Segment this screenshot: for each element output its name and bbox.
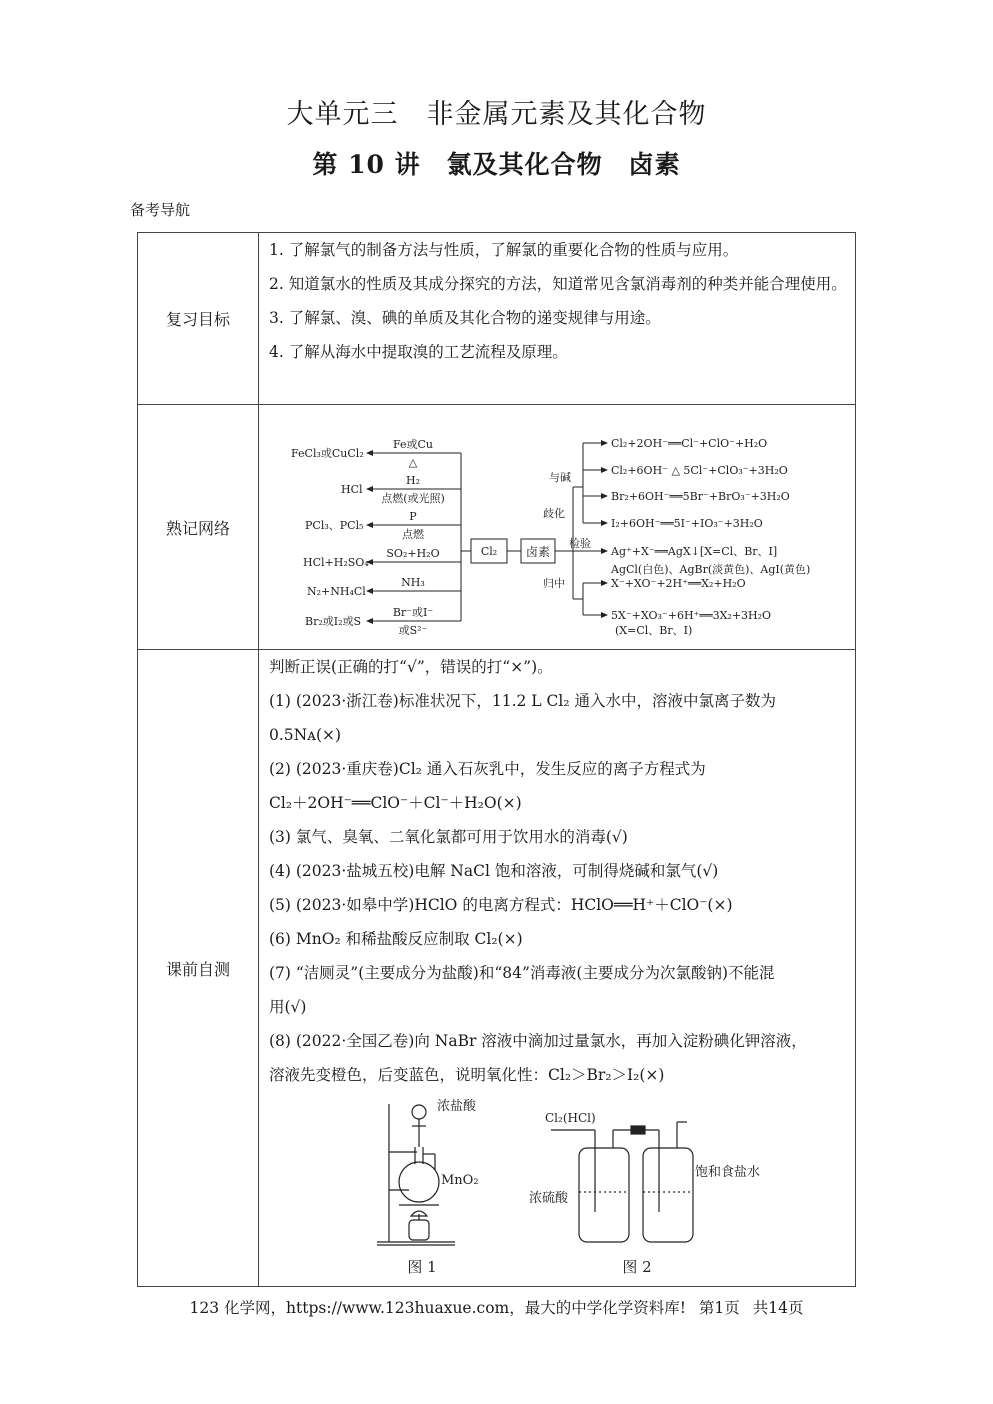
- network-condition: 点燃(或光照): [381, 492, 445, 505]
- network-label: 熟记网络: [138, 405, 259, 650]
- fig1-solid-label: MnO₂: [441, 1173, 479, 1188]
- goal-item: 1. 了解氯气的制备方法与性质，了解氯的重要化合物的性质与应用。: [269, 241, 739, 259]
- network-condition: △: [408, 456, 418, 469]
- quiz-line: (6) MnO₂ 和稀盐酸反应制取 Cl₂(×): [269, 930, 523, 948]
- network-reagent: Fe或Cu: [392, 438, 434, 451]
- network-equation: (X=Cl、Br、I): [615, 624, 693, 637]
- network-equation: Ag⁺+X⁻══AgX↓[X=Cl、Br、I]: [611, 545, 778, 558]
- quiz-cell: [259, 650, 856, 1287]
- fig2-right-label: 饱和食盐水: [695, 1165, 761, 1180]
- quiz-line: 用(√): [269, 998, 307, 1016]
- chlorine-node: Cl₂: [480, 545, 498, 558]
- branch-label: 歧化: [543, 507, 565, 520]
- fig1-caption: 图 1: [407, 1258, 437, 1276]
- quiz-line: (7) “洁厕灵”(主要成分为盐酸)和“84”消毒液(主要成分为次氯酸钠)不能混: [269, 964, 775, 982]
- fig2-caption: 图 2: [622, 1258, 652, 1276]
- network-reagent: SO₂+H₂O: [386, 547, 440, 560]
- network-product: Br₂或I₂或S: [305, 615, 362, 628]
- quiz-line: 0.5Nᴀ(×): [269, 726, 342, 744]
- fig2-left-label: 浓硫酸: [529, 1191, 569, 1206]
- network-product: FeCl₃或CuCl₂: [291, 447, 364, 460]
- network-reagent: H₂: [405, 474, 421, 487]
- network-equation: Cl₂+6OH⁻ △ 5Cl⁻+ClO₃⁻+3H₂O: [611, 464, 788, 477]
- quiz-line: (1) (2023·浙江卷)标准状况下，11.2 L Cl₂ 通入水中，溶液中氯离子数为: [269, 692, 776, 710]
- footer-total: 共14页: [752, 1299, 804, 1317]
- network-condition: 点燃: [402, 528, 424, 541]
- network-equation: Br₂+6OH⁻══5Br⁻+BrO₃⁻+3H₂O: [611, 490, 790, 503]
- network-equation: I₂+6OH⁻══5I⁻+IO₃⁻+3H₂O: [611, 517, 763, 530]
- quiz-line: 溶液先变橙色，后变蓝色，说明氧化性：Cl₂＞Br₂＞I₂(×): [269, 1066, 665, 1084]
- apparatus-figures: [259, 1092, 856, 1282]
- branch-label: 归中: [543, 577, 565, 590]
- quiz-line: (3) 氯气、臭氧、二氧化氯都可用于饮用水的消毒(√): [269, 828, 628, 846]
- goal-item: 3. 了解氯、溴、碘的单质及其化合物的递变规律与用途。: [269, 309, 661, 327]
- study-table: [137, 232, 856, 1287]
- network-condition: 或S²⁻: [398, 624, 428, 637]
- network-product: PCl₃、PCl₅: [305, 519, 364, 532]
- page-footer: [0, 1296, 993, 1318]
- quiz-line: (8) (2022·全国乙卷)向 NaBr 溶液中滴加过量氯水，再加入淀粉碘化钾溶液，: [269, 1032, 807, 1050]
- network-cell: [259, 405, 856, 650]
- network-product: HCl: [341, 483, 363, 496]
- lecture-title: 第 10 讲 氯及其化合物 卤素: [312, 150, 681, 179]
- network-product: HCl+H₂SO₄: [303, 556, 369, 569]
- network-equation: Cl₂+2OH⁻══Cl⁻+ClO⁻+H₂O: [611, 437, 768, 450]
- quiz-line: 判断正误(正确的打“√”，错误的打“×”)。: [269, 658, 553, 676]
- branch-label: 检验: [569, 537, 591, 550]
- quiz-line: (2) (2023·重庆卷)Cl₂ 通入石灰乳中，发生反应的离子方程式为: [269, 760, 706, 778]
- footer-site: 123 化学网，https://www.123huaxue.com，最大的中学化学资料库!: [189, 1299, 686, 1317]
- network-reagent: Br⁻或I⁻: [392, 606, 434, 619]
- goals-label: 复习目标: [138, 233, 259, 405]
- goal-item: 4. 了解从海水中提取溴的工艺流程及原理。: [269, 343, 568, 361]
- quiz-line: (5) (2023·如皋中学)HClO 的电离方程式：HClO══H⁺＋ClO⁻(×): [269, 896, 733, 914]
- nav-label: 备考导航: [130, 201, 191, 219]
- goal-item: 2. 知道氯水的性质及其成分探究的方法，知道常见含氯消毒剂的种类并能合理使用。: [269, 275, 847, 293]
- quiz-label: 课前自测: [138, 650, 259, 1287]
- network-equation: X⁻+XO⁻+2H⁺══X₂+H₂O: [611, 577, 746, 590]
- network-reagent: NH₃: [401, 576, 425, 589]
- network-product: N₂+NH₄Cl: [307, 585, 366, 598]
- chlorine-network-diagram: [259, 405, 856, 645]
- fig1-acid-label: 浓盐酸: [437, 1099, 477, 1114]
- network-equation: AgCl(白色)、AgBr(淡黄色)、AgI(黄色): [611, 563, 811, 576]
- quiz-line: (4) (2023·盐城五校)电解 NaCl 饱和溶液，可制得烧碱和氯气(√): [269, 862, 719, 880]
- quiz-line: Cl₂＋2OH⁻══ClO⁻＋Cl⁻＋H₂O(×): [269, 794, 522, 812]
- network-equation: 5X⁻+XO₃⁻+6H⁺══3X₂+3H₂O: [611, 609, 772, 622]
- network-reagent: P: [409, 510, 417, 523]
- footer-page: 第1页: [698, 1299, 740, 1317]
- unit-title: 大单元三 非金属元素及其化合物: [286, 99, 707, 130]
- halogen-node: 卤素: [525, 545, 551, 559]
- fig2-gas-label: Cl₂(HCl): [545, 1111, 596, 1125]
- goals-cell: [259, 233, 856, 405]
- branch-label: 与碱: [549, 471, 571, 484]
